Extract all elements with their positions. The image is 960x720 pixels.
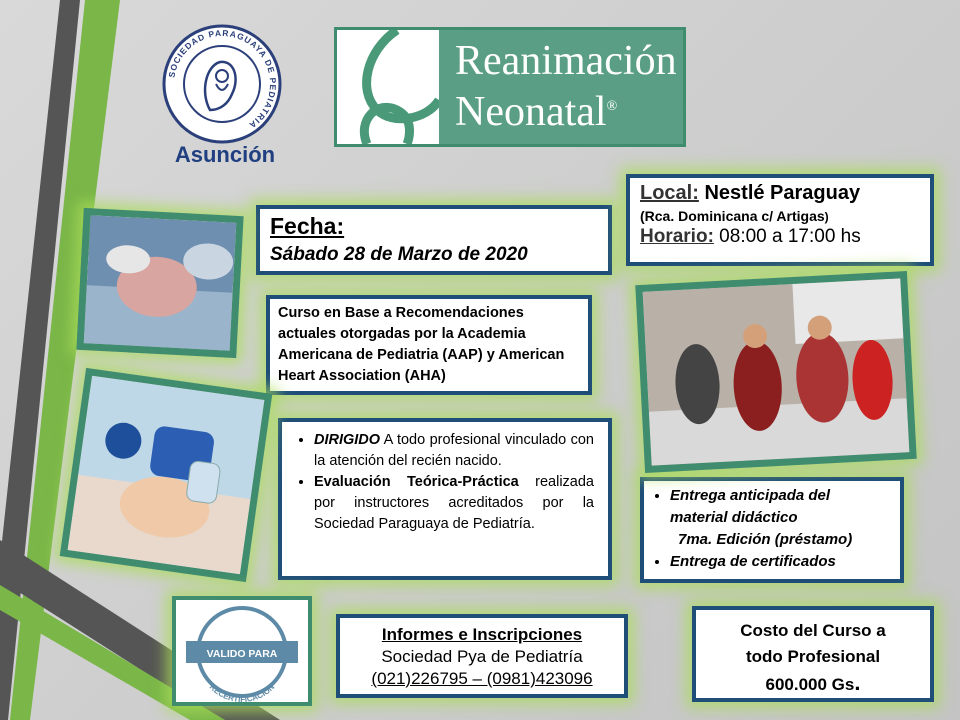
resuscitation-photo bbox=[60, 368, 273, 582]
course-info-text: Curso en Base a Recomendaciones actuales otorgadas por la Academia Americana de Pediatria (AAP) y American Heart Association (AHA) bbox=[278, 305, 565, 384]
resuscitation-image bbox=[68, 376, 265, 575]
title-banner bbox=[334, 27, 686, 147]
fecha-box bbox=[256, 205, 612, 275]
local-address: (Rca. Dominicana c/ Artigas) bbox=[640, 208, 829, 224]
local-box bbox=[626, 174, 934, 266]
svg-text:RECERTIFICACION: RECERTIFICACION bbox=[207, 682, 277, 702]
society-logo bbox=[160, 22, 284, 146]
evaluacion-label: Evaluación Teórica-Práctica bbox=[314, 474, 519, 490]
dirigido-text: A todo profesional vinculado con la atención del recién nacido. bbox=[314, 432, 594, 469]
newborn-photo bbox=[76, 208, 243, 358]
costo-line-2: todo Profesional bbox=[745, 647, 881, 666]
horario-label: Horario: bbox=[640, 226, 714, 247]
title-line-1: Reanimación bbox=[455, 38, 677, 84]
society-seal-icon bbox=[160, 22, 284, 146]
title-banner-art bbox=[337, 30, 439, 144]
training-group-image bbox=[643, 278, 910, 465]
local-value: Nestlé Paraguay bbox=[704, 182, 861, 204]
fecha-label: Fecha: bbox=[270, 213, 345, 239]
training-group-photo bbox=[635, 271, 916, 473]
recertification-badge-icon bbox=[176, 600, 308, 702]
costo-box bbox=[692, 606, 934, 702]
entrega-item-1: • Entrega anticipada del material didáctico 7ma. Edición (préstamo) bbox=[670, 485, 892, 551]
svg-text:SOCIEDAD PARAGUAYA DE PEDIATRI: SOCIEDAD PARAGUAYA DE PEDIATRIA bbox=[166, 27, 279, 131]
fecha-value: Sábado 28 de Marzo de 2020 bbox=[270, 244, 528, 265]
local-label: Local: bbox=[640, 182, 699, 204]
svg-text:VALIDO PARA: VALIDO PARA bbox=[206, 648, 278, 660]
bullet-evaluacion bbox=[314, 472, 594, 535]
bullet-dirigido bbox=[314, 430, 594, 472]
informes-org: Sociedad Pya de Pediatría bbox=[381, 647, 583, 666]
informes-box bbox=[336, 614, 628, 698]
entrega-item-2: • Entrega de certificados bbox=[670, 551, 892, 573]
costo-price: 600.000 Gs. bbox=[765, 670, 861, 695]
title-line-2: Neonatal® bbox=[455, 89, 618, 135]
horario-value: 08:00 a 17:00 hs bbox=[713, 226, 861, 247]
registered-mark: ® bbox=[606, 99, 618, 114]
horario-line bbox=[640, 226, 920, 248]
newborn-image bbox=[84, 215, 236, 350]
course-info-box bbox=[266, 295, 592, 395]
title-banner-text-panel bbox=[439, 30, 683, 144]
mother-baby-icon bbox=[337, 30, 439, 144]
informes-title: Informes e Inscripciones bbox=[381, 625, 583, 644]
costo-line-1: Costo del Curso a bbox=[740, 621, 886, 640]
informes-phones[interactable]: (021)226795 – (0981)423096 bbox=[371, 669, 593, 688]
entrega-box bbox=[640, 477, 904, 583]
dirigido-label: DIRIGIDO bbox=[314, 432, 381, 448]
local-line bbox=[640, 182, 920, 205]
city-label: Asunción bbox=[174, 142, 276, 167]
recertification-badge-box bbox=[172, 596, 312, 706]
bullets-box bbox=[278, 418, 612, 580]
evaluacion-text: realizada por instructores acreditados por la Sociedad Paraguaya de Pediatría. bbox=[314, 474, 594, 532]
